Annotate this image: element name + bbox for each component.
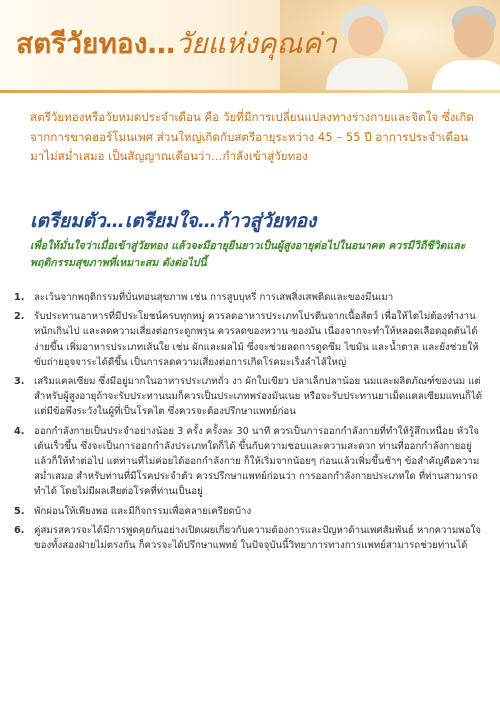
list-item-number: 2. — [14, 311, 25, 323]
banner-photo-man — [430, 0, 500, 90]
list-item-number: 6. — [14, 524, 25, 536]
section-tagline: เพื่อให้มั่นใจว่าเมื่อเข้าสู่วัยทอง แล้วจะมีอายุยืนยาวเป็นผู้สูงอายุต่อไปในอนาคต ควรมีวิถีชีวิตและพฤติกรรมสุขภาพที่เหมาะสม ดังต่อไปนี้ — [30, 240, 466, 269]
list-item-text: เสริมแคลเซียม ซึ่งมีอยู่มากในอาหารประเภทถั่ว งา ผักใบเขียว ปลาเล็กปลาน้อย นมและผลิตภัณฑ์ของนม แต่สำหรับผู้สูงอายุถ้าจะรับประทานนมก็ควรเป็นประเภทพร่องมันเนย หรือจะรับประทานยาเม็ดแคลเซียมแทนก็ได้ แต่มีข้อพึงระวังในผู้ที่เป็นโรคไต ซึ่งควรจะต้องปรึกษาแพทย์ก่อน — [34, 376, 483, 418]
list-item-text: ออกกำลังกายเป็นประจำอย่างน้อย 3 ครั้ง ครั้งละ 30 นาที ควรเป็นการออกกำลังกายที่ทำให้รู้สึกเหนื่อย หัวใจเต้นเร็วขึ้น ซึ่งจะเป็นการออกกำลังประเภทใดก็ได้ ขึ้นกับความชอบและความสะดวก ท่านที่ออกกำลังกายอยู่แล้วก็ให้ทำต่อไป แต่ท่านที่ไม่ค่อยได้ออกกำลังกาย ก็ให้เริ่มจากน้อยๆ ก่อนแล้วเพิ่มขึ้นช้าๆ ข้อสำคัญคือความสม่ำเสมอ สำหรับท่านที่มีโรคประจำตัว ควรปรึกษาแพทย์ก่อนว่า การออกกำลังกายประเภทใด ที่ท่านสามารถทำได้ โดยไม่มีผลเสียต่อโรคที่ท่านเป็นอยู่ — [34, 425, 480, 498]
list-item-text: พักผ่อนให้เพียงพอ และมีกิจกรรมเพื่อคลายเครียดบ้าง — [34, 505, 252, 517]
list-item-number: 3. — [14, 376, 25, 388]
list-item — [14, 290, 486, 305]
header-divider — [0, 90, 500, 93]
list-item-number: 5. — [14, 505, 25, 517]
list-item-text: คู่สมรสควรจะได้มีการพูดคุยกันอย่างเปิดเผยเกี่ยวกับความต้องการและปัญหาด้านเพศสัมพันธ์ หากความพอใจของทั้งสองฝ่ายไม่ตรงกัน ก็ควรจะได้ปรึกษาแพทย์ ในปัจจุบันนี้วิทยาการทางการแพทย์สามารถช่วยท่านได้ — [34, 524, 481, 552]
list-item — [14, 504, 486, 519]
list-item — [14, 523, 486, 553]
section-heading: เตรียมตัว…เตรียมใจ…ก้าวสู่วัยทอง — [30, 210, 317, 232]
list-item-text: รับประทานอาหารที่มีประโยชน์ครบทุกหมู่ ควรลดอาหารประเภทโปรตีนจากเนื้อสัตว์ เพื่อให้ไตไม่ต้องทำงานหนักเกินไป และลดความเสี่ยงต่อกระดูกพรุน ควรลดของหวาน ของมัน เนื่องจากจะทำให้หลอดเลือดอุดตันได้ง่ายขึ้น เพิ่มอาหารประเภทเส้นใย เช่น ผักและผลไม้ ซึ่งจะช่วยลดการดูดซึม ไขมัน และน้ำตาล และยังช่วยให้ขับถ่ายอุจจาระได้ดีขึ้น เป็นการลดความเสี่ยงต่อการเกิดโรคมะเร็งลำไส้ใหญ่ — [34, 311, 479, 368]
header-banner — [0, 0, 500, 90]
list-item — [14, 374, 486, 420]
list-item-text: ละเว้นจากพฤติกรรมที่บั่นทอนสุขภาพ เช่น การสูบบุหรี่ การเสพสิ่งเสพติดและของมึนเมา — [34, 292, 394, 303]
list-item — [14, 309, 486, 370]
page-title-sub: วัยแห่งคุณค่า — [175, 27, 337, 60]
advice-list — [14, 290, 486, 557]
list-item-number: 4. — [14, 425, 25, 437]
list-item — [14, 424, 486, 500]
page-title-main: สตรีวัยทอง… — [16, 27, 176, 60]
list-item-number: 1. — [14, 292, 25, 303]
page-title — [16, 27, 337, 61]
intro-paragraph: สตรีวัยทองหรือวัยหมดประจำเดือน คือ วัยที่มีการเปลี่ยนแปลงทางร่างกายและจิตใจ ซึ่งเกิดจากการขาดฮอร์โมนเพศ ส่วนใหญ่เกิดกับสตรีอายุระหว่าง 45 – 55 ปี อาการประจำเดือนมาไม่สม่ำเสมอ เป็นสัญญาณเตือนว่า…กำลังเข้าสู่วัยทอง — [30, 110, 474, 163]
